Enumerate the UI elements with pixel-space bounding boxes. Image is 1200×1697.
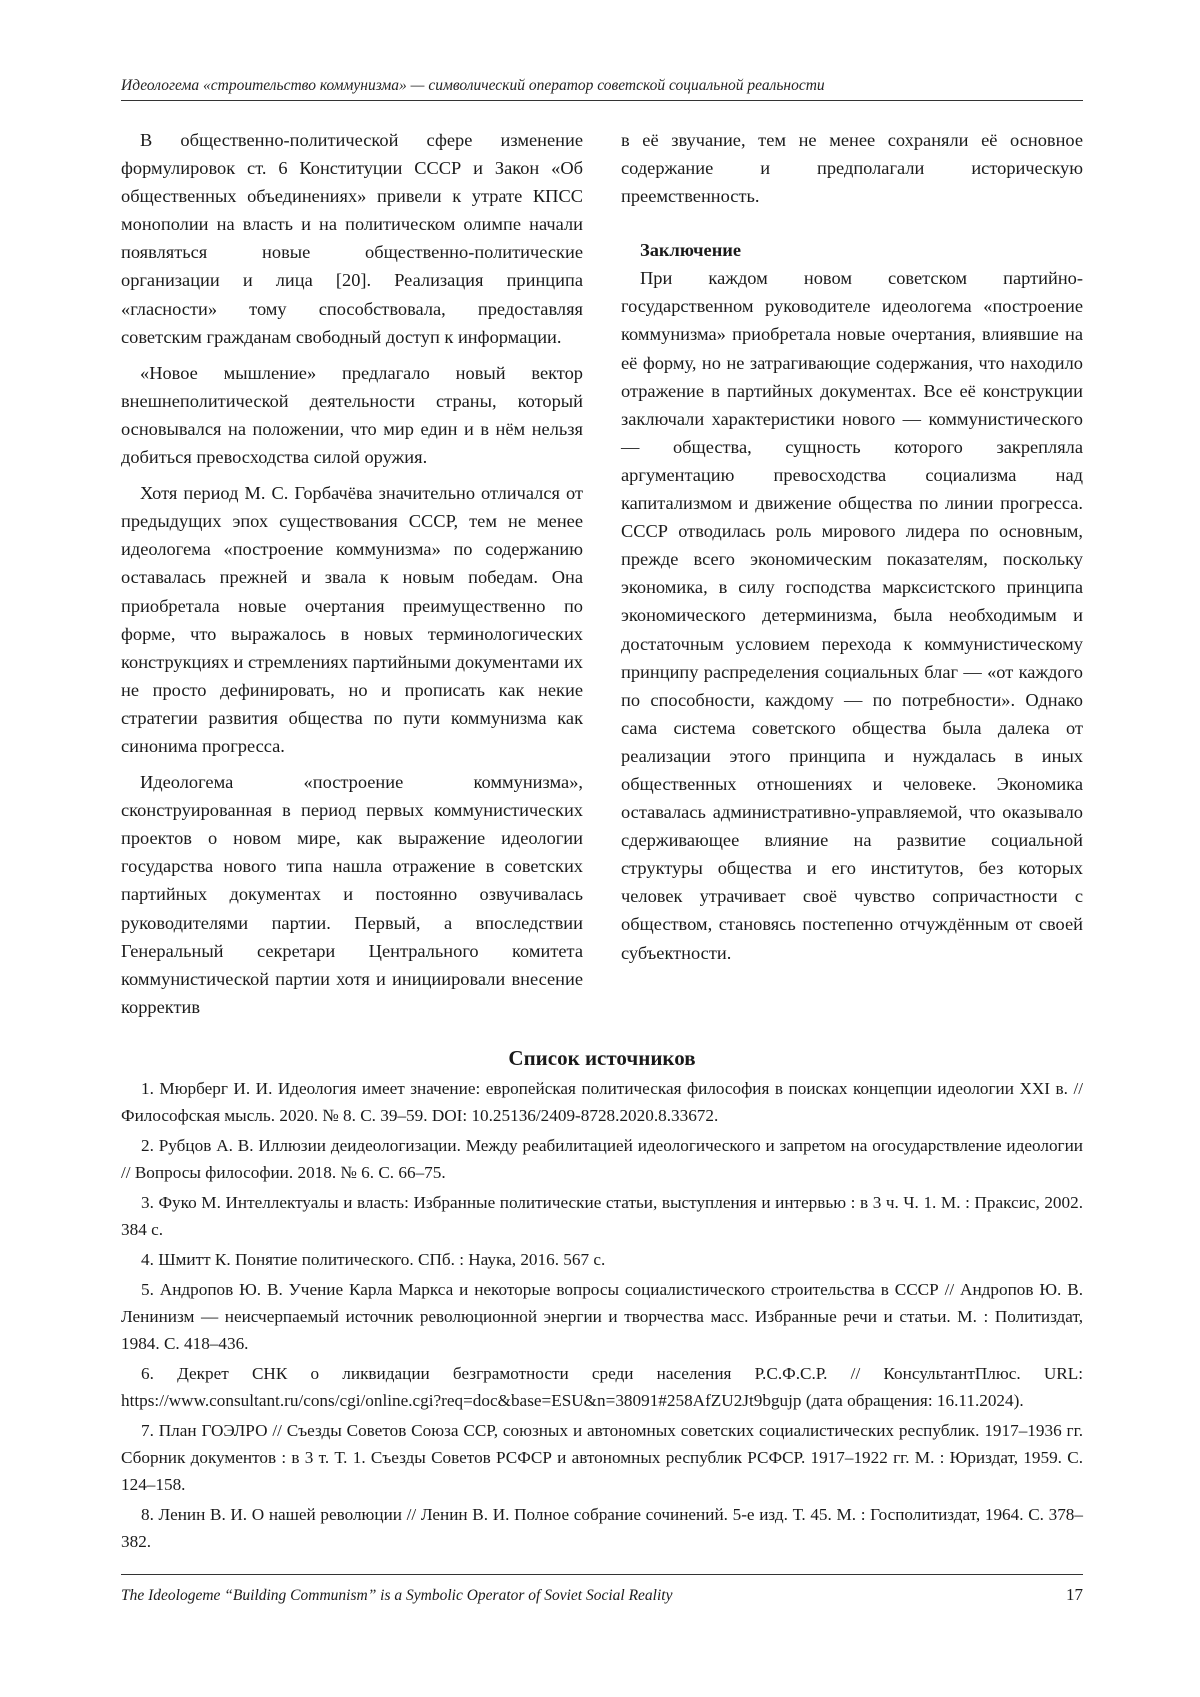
reference-item: 5. Андропов Ю. В. Учение Карла Маркса и некоторые вопросы социалистического строительства в СССР // Андропов Ю. В. Ленинизм — неисчерпаемый источник революционной энергии и творчества масс. Избранные речи и статьи. М. : Политиздат, 1984. С. 418–436. (121, 1279, 1083, 1353)
section-heading-conclusion: Заключение (640, 240, 742, 261)
references-title: Список источников (508, 1045, 696, 1070)
page-number: 17 (1066, 1585, 1083, 1604)
body-paragraph: Хотя период М. С. Горбачёва значительно отличался от предыдущих эпох существования СССР, тем не менее идеологема «построение коммунизма» по содержанию оставалась прежней и звала к новым победам. Она приобретала новые очертания преимущественно по форме, что выражалось в новых терминологических конструкциях и стремлениях партийными документами их не просто дефинировать, но и прописать как некие стратегии развития общества по пути коммунизма как синонима прогресса. (121, 483, 583, 756)
body-paragraph: Идеологема «построение коммунизма», сконструированная в период первых коммунистических проектов о новом мире, как выражение идеологии государства нового типа нашла отражение в советских партийных документах и постоянно озвучивалась руководителями партии. Первый, а впоследствии Генеральный секретари Центрального комитета коммунистической партии хотя и инициировали внесение корректив (121, 772, 583, 1017)
references-list (121, 1075, 1083, 1555)
reference-item: 1. Мюрберг И. И. Идеология имеет значение: европейская политическая философия в поисках концепции идеологии XXI в. // Философская мысль. 2020. № 8. С. 39–59. DOI: 10.25136/2409-8728.2020.8.33672. (121, 1078, 1083, 1125)
body-paragraph: В общественно-политической сфере изменение формулировок ст. 6 Конституции СССР и Закон «Об общественных объединениях» привели к утрате КПСС монополии на власть и на политическом олимпе начали появляться новые общественно-политические организации и лица [20]. Реализация принципа «гласности» тому способствовала, предоставляя советским гражданам свободный доступ к информации. (121, 130, 583, 347)
journal-page (121, 76, 1083, 1616)
right-column (621, 126, 1083, 1021)
conclusion-paragraph: При каждом новом советском партийно-государственном руководителе идеологема «построение коммунизма» приобретала новые очертания, влиявшие на её форму, но не затрагивающие содержания, что находило отражение в партийных документах. Все её конструкции заключали характеристики нового — коммунистического — общества, сущность которого закрепляла аргументацию превосходства социализма над капитализмом и движение общества по линии прогресса. СССР отводилась роль мирового лидера по основным, прежде всего экономическим показателям, поскольку экономика, в силу господства марксистского принципа экономического детерминизма, была необходимым и достаточным условием перехода к коммунистическому принципу распределения социальных благ — «от каждого по способности, каждому — по потребности». Однако сама система советского общества была далека от реализации этого принципа и нуждалась в иных общественных отношениях и человеке. Экономика оставалась административно-управляемой, что оказывало сдерживающее влияние на развитие социальной структуры общества и его институтов, без которых человек утрачивает своё чувство сопричастности с обществом, становясь постепенно отчуждённым от своей субъектности. (621, 268, 1083, 963)
reference-item: 3. Фуко М. Интеллектуалы и власть: Избранные политические статьи, выступления и интервью : в 3 ч. Ч. 1. М. : Праксис, 2002. 384 с. (121, 1192, 1083, 1239)
reference-item: 2. Рубцов А. В. Иллюзии деидеологизации. Между реабилитацией идеологического и запретом на огосударствление идеологии // Вопросы философии. 2018. № 6. С. 66–75. (121, 1135, 1083, 1182)
body-paragraph-continuation: в её звучание, тем не менее сохраняли её основное содержание и предполагали историческую преемственность. (621, 130, 1083, 207)
body-paragraph: «Новое мышление» предлагало новый вектор внешнеполитической деятельности страны, который основывался на положении, что мир един и в нём нельзя добиться превосходства силой оружия. (121, 362, 583, 468)
running-head: Идеологема «строительство коммунизма» — символический оператор советской социальной реальности (121, 76, 1083, 101)
reference-item: 7. План ГОЭЛРО // Съезды Советов Союза ССР, союзных и автономных советских социалистических республик. 1917–1936 гг. Сборник документов : в 3 т. Т. 1. Съезды Советов РСФСР и автономных республик РСФСР. 1917–1922 гг. М. : Юриздат, 1959. С. 124–158. (121, 1420, 1083, 1494)
footer-english-title: The Ideologeme “Building Communism” is a Symbolic Operator of Soviet Social Reality (121, 1587, 673, 1604)
left-column (121, 126, 583, 1021)
reference-item: 8. Ленин В. И. О нашей революции // Ленин В. И. Полное собрание сочинений. 5-е изд. Т. 45. М. : Госполитиздат, 1964. С. 378–382. (121, 1504, 1083, 1551)
reference-item: 4. Шмитт К. Понятие политического. СПб. : Наука, 2016. 567 с. (141, 1249, 606, 1269)
page-footer (121, 1574, 1083, 1605)
body-columns (121, 126, 1083, 1021)
reference-item: 6. Декрет СНК о ликвидации безграмотности среди населения Р.С.Ф.С.Р. // КонсультантПлюс. URL: https://www.consultant.ru/cons/cgi/online.cgi?req=doc&base=ESU&n=38091#258AfZU2Jt9bgujp (дата обращения: 16.11.2024). (121, 1363, 1083, 1410)
